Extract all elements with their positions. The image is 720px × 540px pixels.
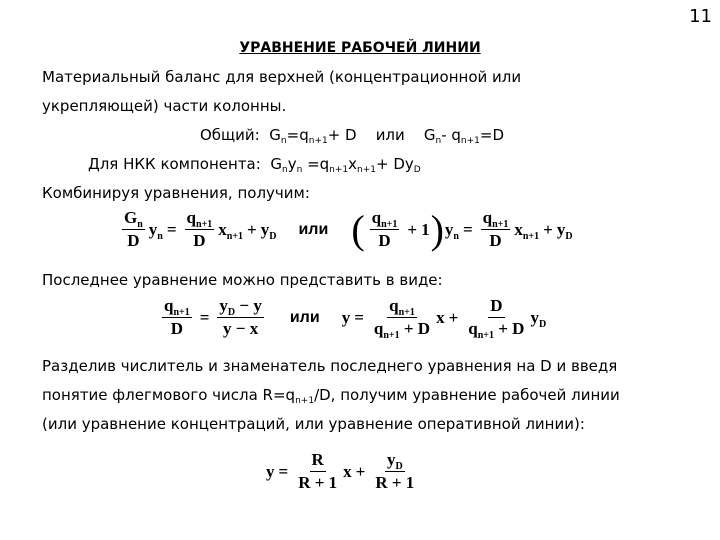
fraction-r-over-r1: $\frac{R}{R + 1}$: [298, 450, 338, 492]
intro-line-1: Материальный баланс для верхней (концентрационной или: [42, 68, 522, 86]
subscript-n1: n+1: [295, 396, 315, 406]
nkk-eq: $G_ny_n =q_{n+1}x_{n+1}+ Dy_D$: [270, 155, 421, 175]
fraction-qn1-d-paren: $\frac{q_{n+1}}{D}$: [371, 208, 398, 250]
divide-line-2-end: /D, получим уравнение рабочей линии: [314, 386, 620, 404]
intro-line-2: укрепляющей) части колонны.: [42, 97, 287, 115]
fraction-gn-d: $\frac{G_n}{D}$: [124, 208, 143, 250]
combine-text: Комбинируя уравнения, получим:: [42, 184, 310, 202]
fraction-qn1-d-rhs: $\frac{q_{n+1}}{D}$: [482, 208, 509, 250]
fraction-d-over-qn1d: $\frac{D}{q_{n+1} + D}$: [468, 296, 525, 341]
last-eq-text: Последнее уравнение можно представить в виде:: [42, 271, 443, 289]
fraction-yd-over-r1: $\frac{y_D}{R + 1}$: [375, 450, 415, 492]
fraction-qn1-over-qn1d: $\frac{q_{n+1}}{q_{n+1} + D}$: [373, 296, 431, 341]
fraction-qn1-d-alt: $\frac{q_{n+1}}{D}$: [164, 296, 190, 338]
general-eq-2: $G_n-$ $q_{n+1}=D$: [423, 126, 505, 146]
divide-line-2-start: понятие флегмового числа R=q: [42, 386, 296, 404]
formula-combined: $\frac{G_n}{D}$ $y_n$ = $\frac{q_{n+1}}{D}$ $x_{n+1}$ + $y_D$ или ( $\frac{q_{n+1}}{D}$ + 1 ) $y_n$ = $\frac{q_{n+1}}{D}$ $x_{n+1}$ + $y_D$: [124, 206, 573, 252]
page-number: 11: [689, 6, 712, 27]
formula-alternative: $\frac{q_{n+1}}{D}$ = $\frac{y_D - y}{y - x}$ или y = $\frac{q_{n+1}}{q_{n+1} + D}$ x + $\frac{D}{q_{n+1} + D}$ $y_D$: [164, 296, 547, 341]
fraction-yd-y: $\frac{y_D - y}{y - x}$: [219, 296, 262, 338]
divide-line-3: (или уравнение концентраций, или уравнение оперативной линии):: [42, 415, 585, 433]
page-title: УРАВНЕНИЕ РАБОЧЕЙ ЛИНИИ: [239, 40, 481, 56]
nkk-label: Для НКК компонента:: [88, 155, 261, 173]
divide-line-2: [42, 385, 620, 405]
or-word-formula-1: или: [298, 220, 329, 238]
or-word: или: [375, 126, 405, 144]
or-word-formula-2: или: [289, 308, 320, 326]
general-eq-1: $G_n=q_{n+1}+ D$: [269, 126, 357, 146]
general-label: Общий:: [200, 126, 260, 144]
general-balance-line: [200, 125, 504, 145]
divide-line-1: Разделив числитель и знаменатель последнего уравнения на D и введя: [42, 357, 618, 375]
nkk-balance-line: [88, 154, 421, 174]
formula-operating-line: y = $\frac{R}{R + 1}$ x + $\frac{y_D}{R + 1}$: [266, 450, 415, 492]
fraction-qn1-d: $\frac{q_{n+1}}{D}$: [186, 208, 213, 250]
